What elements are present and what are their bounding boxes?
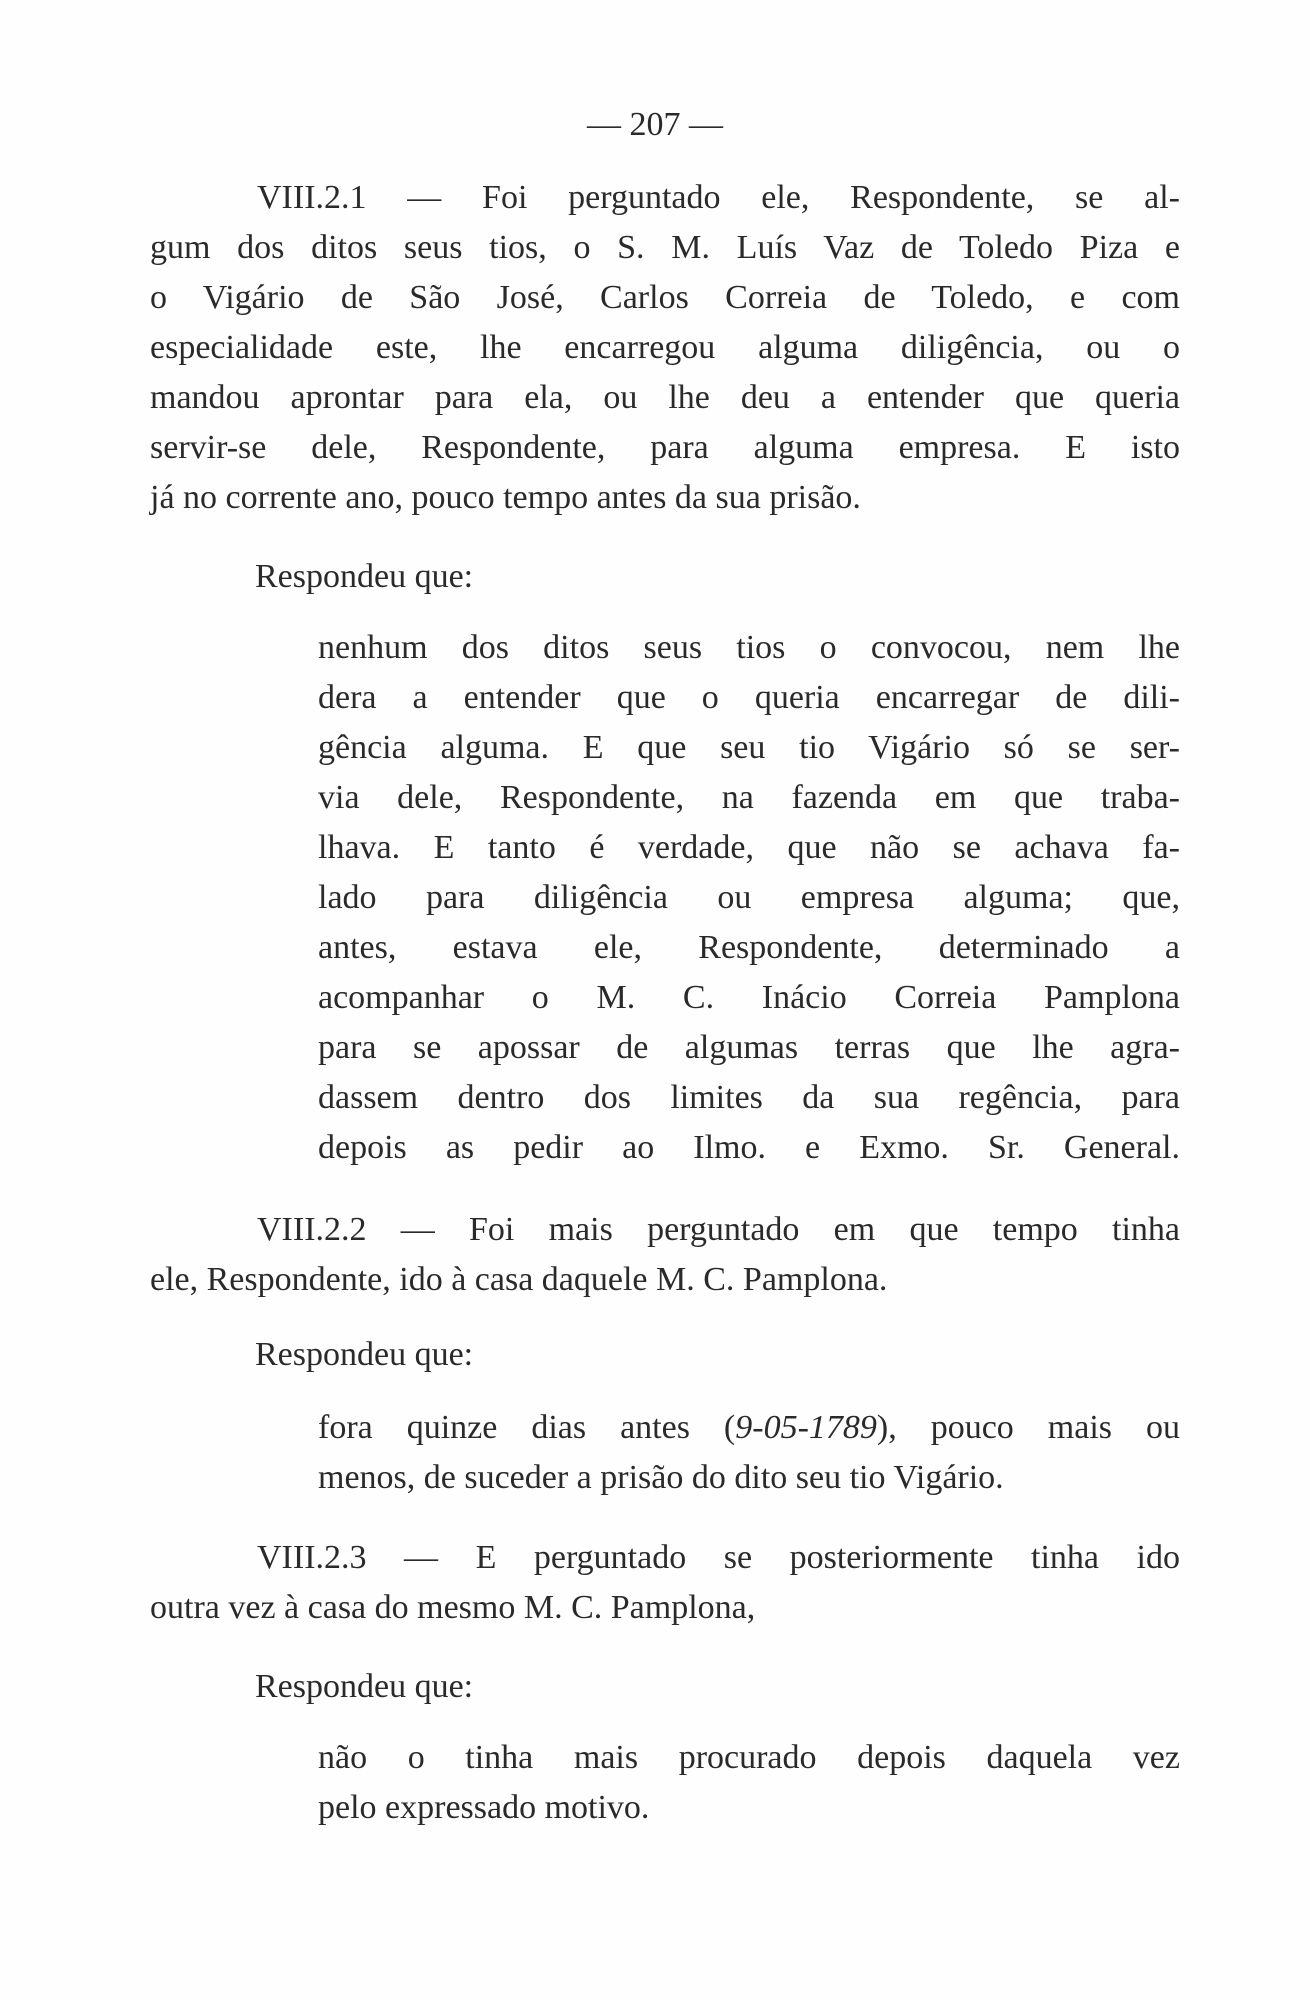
- response-line: gência alguma. E que seu tio Vigário só se ser-: [318, 729, 1180, 766]
- response-label: Respondeu que:: [255, 1668, 474, 1705]
- response-line: nenhum dos ditos seus tios o convocou, nem lhe: [318, 629, 1180, 666]
- response-line: acompanhar o M. C. Inácio Correia Pamplona: [318, 979, 1180, 1016]
- question-line: mandou aprontar para ela, ou lhe deu a entender que queria: [150, 379, 1180, 416]
- question-line: já no corrente ano, pouco tempo antes da sua prisão.: [150, 479, 861, 516]
- question-line: especialidade este, lhe encarregou alguma diligência, ou o: [150, 329, 1180, 366]
- response-line: depois as pedir ao Ilmo. e Exmo. Sr. General.: [318, 1129, 1180, 1166]
- question-VIII-2-1: [150, 173, 1180, 523]
- question-line: gum dos ditos seus tios, o S. M. Luís Vaz de Toledo Piza e: [150, 229, 1180, 266]
- response-line: pelo expressado motivo.: [318, 1789, 650, 1826]
- response-text: ), pouco mais ou: [876, 1409, 1180, 1446]
- response-line: lhava. E tanto é verdade, que não se achava fa-: [318, 829, 1180, 866]
- response-text: fora quinze dias antes (: [318, 1409, 736, 1446]
- response-VIII-2-1: [318, 623, 1180, 1173]
- question-line: outra vez à casa do mesmo M. C. Pamplona,: [150, 1589, 756, 1626]
- question-VIII-2-2: [150, 1205, 1180, 1305]
- response-line: lado para diligência ou empresa alguma; que,: [318, 879, 1180, 916]
- date-text: 9-05-1789: [735, 1409, 877, 1446]
- response-VIII-2-2: [318, 1403, 1180, 1503]
- response-line: dassem dentro dos limites da sua regência, para: [318, 1079, 1180, 1116]
- response-label: Respondeu que:: [255, 558, 474, 595]
- question-line: VIII.2.3 — E perguntado se posteriormente tinha ido: [257, 1539, 1180, 1576]
- question-VIII-2-3: [150, 1533, 1180, 1633]
- response-line: dera a entender que o queria encarregar de dili-: [318, 679, 1180, 716]
- response-line: via dele, Respondente, na fazenda em que traba-: [318, 779, 1180, 816]
- response-label: Respondeu que:: [255, 1336, 474, 1373]
- question-line: VIII.2.2 — Foi mais perguntado em que tempo tinha: [257, 1211, 1180, 1248]
- response-line: antes, estava ele, Respondente, determinado a: [318, 929, 1180, 966]
- page-number: — 207 —: [587, 106, 723, 143]
- response-line: não o tinha mais procurado depois daquela vez: [318, 1739, 1180, 1776]
- question-line: ele, Respondente, ido à casa daquele M. C. Pamplona.: [150, 1261, 888, 1298]
- question-line: o Vigário de São José, Carlos Correia de Toledo, e com: [150, 279, 1180, 316]
- response-line: para se apossar de algumas terras que lhe agra-: [318, 1029, 1180, 1066]
- response-line: [318, 1403, 1180, 1453]
- response-VIII-2-3: [318, 1733, 1180, 1833]
- question-line: VIII.2.1 — Foi perguntado ele, Respondente, se al-: [257, 179, 1180, 216]
- question-line: servir-se dele, Respondente, para alguma empresa. E isto: [150, 429, 1180, 466]
- response-line: menos, de suceder a prisão do dito seu tio Vigário.: [318, 1459, 1004, 1496]
